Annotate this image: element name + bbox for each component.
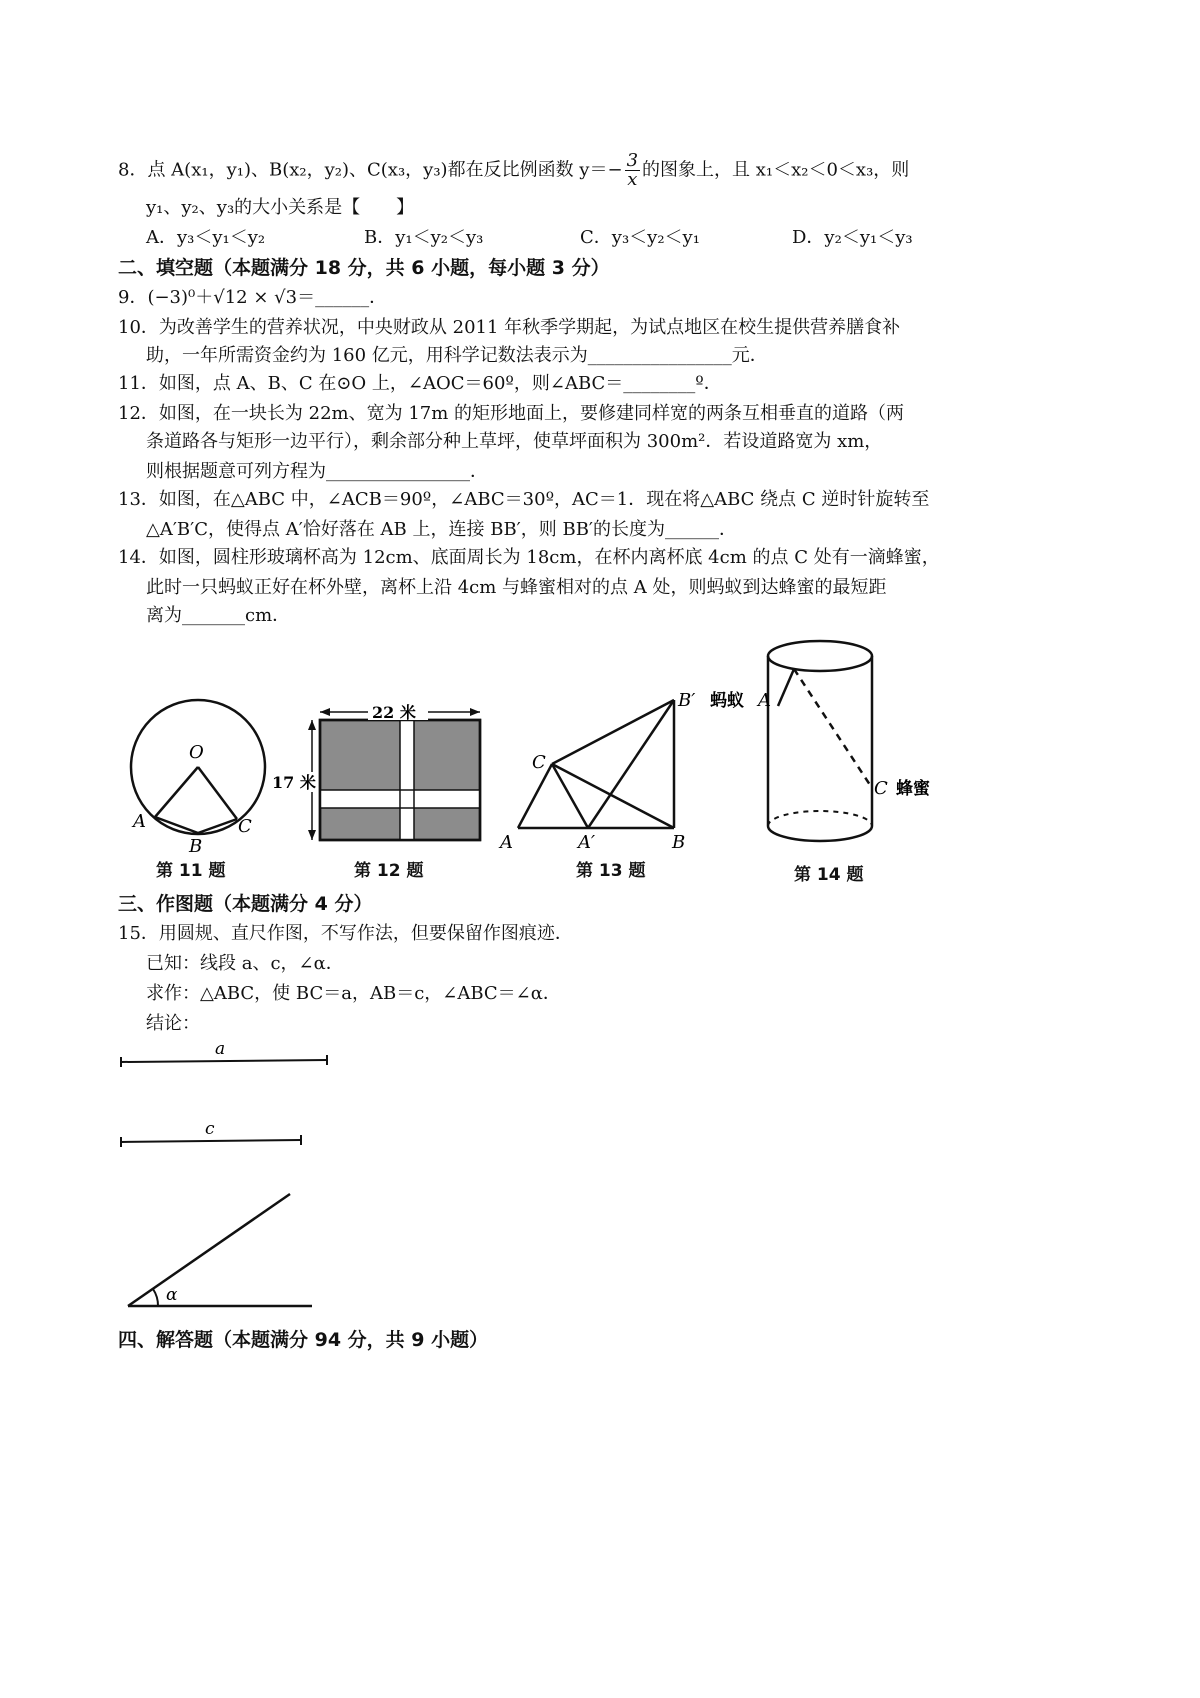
- label-22m: 22 米: [372, 703, 416, 722]
- label-A: A: [500, 832, 513, 853]
- label-A: A: [758, 690, 771, 711]
- figure-12-caption: 第 12 题: [354, 861, 424, 881]
- fraction: [625, 152, 640, 189]
- label-alpha: α: [166, 1285, 178, 1305]
- q8-line1: [118, 152, 909, 189]
- q12-line3: 则根据题意可列方程为________________．: [146, 461, 488, 482]
- label-A: A: [133, 811, 146, 832]
- q14-line2: 此时一只蚂蚁正好在杯外壁，离杯上沿 4cm 与蜂蜜相对的点 A 处，则蚂蚁到达蜂蜜的最短距: [146, 577, 887, 598]
- q10-line2: 助，一年所需资金约为 160 亿元，用科学记数法表示为________________元．: [146, 345, 768, 366]
- label-C: C: [874, 778, 888, 799]
- q8-text-b: ₁，y₁)、B(x₂，y₂)、C(x₃，y₃)都在反比例函数 y＝−: [201, 159, 623, 181]
- section2-heading: 二、填空题（本题满分 18 分，共 6 小题，每小题 3 分）: [118, 257, 610, 279]
- label-honey: 蜂蜜: [896, 779, 930, 799]
- q12-line1: 12．如图，在一块长为 22m、宽为 17m 的矩形地面上，要修建同样宽的两条互相垂直的道路（两: [118, 403, 905, 424]
- q12-line2: 条道路各与矩形一边平行），剩余部分种上草坪，使草坪面积为 300m²．若设道路宽为 xm，: [146, 431, 883, 452]
- q8-option-b: B．y₁＜y₂＜y₃: [364, 227, 484, 248]
- label-O: O: [189, 742, 204, 763]
- label-ant: 蚂蚁: [710, 691, 744, 711]
- q9: 9．(−3)⁰＋√12 × √3＝______．: [118, 287, 388, 308]
- q8-text-c: 的图象上，且 x₁＜x₂＜0＜x₃，则: [642, 159, 910, 181]
- q13-line2: △A′B′C，使得点 A′恰好落在 AB 上，连接 BB′，则 BB′的长度为______．: [146, 519, 738, 540]
- label-B: B: [672, 832, 686, 853]
- q14-line3: 离为_______cm．: [146, 605, 291, 626]
- figure-14-caption: 第 14 题: [794, 865, 864, 885]
- angle-alpha: [118, 1186, 318, 1314]
- q8-option-c: C．y₃＜y₂＜y₁: [580, 227, 700, 248]
- figure-13-caption: 第 13 题: [576, 861, 646, 881]
- q8-line2: y₁、y₂、y₃的大小关系是【 】: [146, 197, 415, 218]
- q10-line1: 10．为改善学生的营养状况，中央财政从 2011 年秋季学期起，为试点地区在校生提供营养膳食补: [118, 317, 901, 338]
- figure-12-rectangle: [268, 700, 488, 850]
- q8-text-a: 8．点 A(x: [118, 159, 202, 181]
- fraction-numerator: 3: [626, 150, 639, 171]
- label-c: c: [205, 1119, 215, 1139]
- fraction-denominator: x: [627, 169, 638, 190]
- q13-line1: 13．如图，在△ABC 中，∠ACB＝90º，∠ABC＝30º，AC＝1．现在将△ABC 绕点 C 逆时针旋转至: [118, 489, 930, 510]
- label-C: C: [532, 752, 546, 773]
- q8-option-d: D．y₂＜y₁＜y₃: [792, 227, 913, 248]
- q15-task: 求作：△ABC，使 BC＝a，AB＝c，∠ABC＝∠α．: [146, 983, 561, 1004]
- label-B: B: [189, 836, 203, 857]
- q14-line1: 14．如图，圆柱形玻璃杯高为 12cm、底面周长为 18cm，在杯内离杯底 4cm 的点 C 处有一滴蜂蜜，: [118, 547, 940, 568]
- label-B-prime: B′: [678, 690, 696, 711]
- q11: 11．如图，点 A、B、C 在⊙O 上，∠AOC＝60º，则∠ABC＝________º．: [118, 373, 722, 394]
- label-A-prime: A′: [578, 832, 596, 853]
- segment-c: [115, 1118, 315, 1152]
- figure-14-cylinder: [710, 636, 950, 860]
- figure-13-triangle: [496, 688, 706, 858]
- figure-11-caption: 第 11 题: [156, 861, 226, 881]
- section4-heading: 四、解答题（本题满分 94 分，共 9 小题）: [118, 1329, 489, 1351]
- q8-option-a: A．y₃＜y₁＜y₂: [146, 227, 266, 248]
- section3-heading: 三、作图题（本题满分 4 分）: [118, 893, 373, 915]
- segment-a: [115, 1038, 335, 1072]
- figure-11-circle: [125, 692, 275, 862]
- q15-line1: 15．用圆规、直尺作图，不写作法，但要保留作图痕迹．: [118, 923, 573, 944]
- label-17m: 17 米: [272, 773, 316, 792]
- label-a: a: [215, 1039, 226, 1059]
- q15-given: 已知：线段 a、c，∠α．: [146, 953, 344, 974]
- label-C: C: [238, 816, 252, 837]
- q15-conclusion: 结论：: [146, 1013, 200, 1034]
